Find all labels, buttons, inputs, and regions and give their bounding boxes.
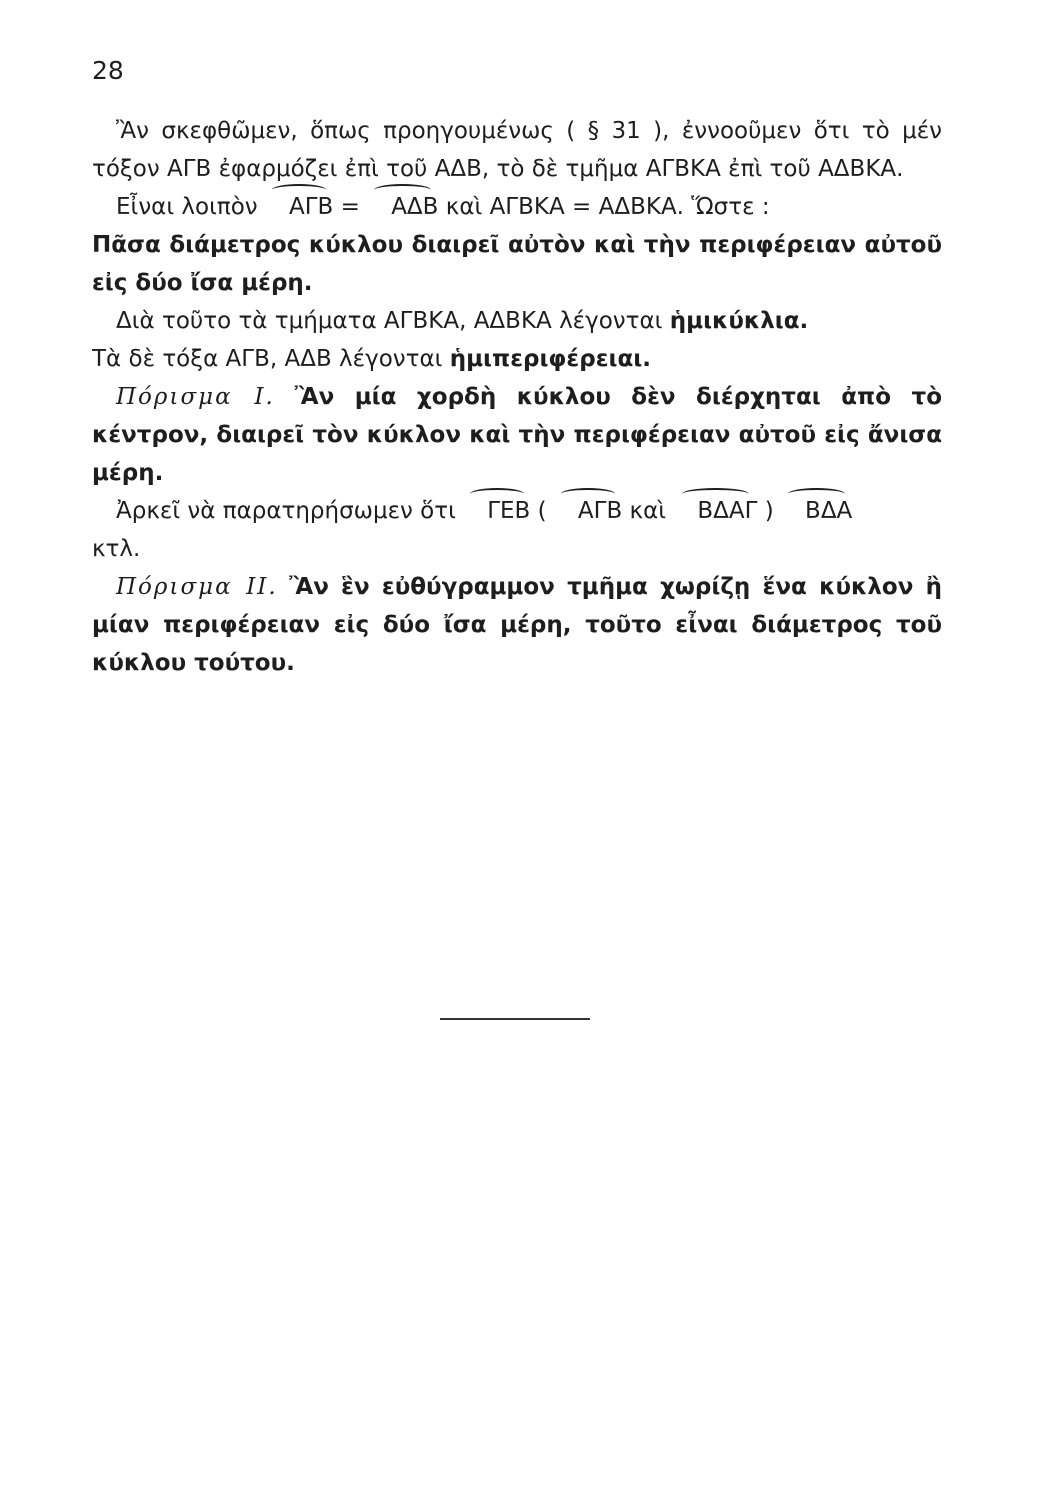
- corollary-1-text: Ἂν μία χορδὴ κύκλου δὲν διέρχηται ἀπὸ τὸ κέντρον, διαιρεῖ τὸν κύκλον καὶ τὴν περιφέρειαν αὐτοῦ εἰς ἄνισα μέρη.: [92, 384, 943, 486]
- semiperimeters-lead: Τὰ δὲ τόξα ΑΓΒ, ΑΔΒ λέγονται: [92, 346, 443, 372]
- corollary-1-label: Πόρισμα Ι.: [116, 384, 275, 410]
- arc-comparison-lead: Ἀρκεῖ νὰ παρατηρήσωμεν ὅτι: [116, 498, 456, 524]
- paragraph-arc-comparison: [92, 492, 942, 568]
- paragraph-equalities: [92, 188, 942, 226]
- semicircles-lead: Διὰ τοῦτο τὰ τμήματα ΑΓΒΚΑ, ΑΔΒΚΑ λέγονται: [116, 308, 663, 334]
- paragraph-semicircles: [92, 302, 942, 340]
- arc-agb: ΑΓΒ: [265, 188, 333, 226]
- sep-close: ): [757, 498, 782, 524]
- theorem-statement: Πᾶσα διάμετρος κύκλου διαιρεῖ αὐτὸν καὶ τὴν περιφέρειαν αὐτοῦ εἰς δύο ἴσα μέρη.: [92, 232, 942, 296]
- arc-agb-2: ΑΓΒ: [554, 492, 622, 530]
- arc-bdag: ΒΔΑΓ: [673, 492, 757, 530]
- body-text: [92, 112, 942, 682]
- corollary-2-label: Πόρισμα ΙΙ.: [116, 574, 278, 600]
- term-semiperimeters: ἡμιπεριφέρειαι.: [449, 346, 651, 372]
- term-semicircles: ἡμικύκλια.: [669, 308, 809, 334]
- sep-kai: καὶ: [622, 498, 674, 524]
- paragraph-overlay: Ἂν σκεφθῶμεν, ὅπως προηγουμένως ( § 31 ), ἐννοοῦμεν ὅτι τὸ μέν τόξον ΑΓΒ ἐφαρμόζει ἐπὶ τοῦ ΑΔΒ, τὸ δὲ τμῆμα ΑΓΒΚΑ ἐπὶ τοῦ ΑΔΒΚΑ.: [92, 118, 942, 182]
- sep-open: (: [530, 498, 554, 524]
- corollary-1: [92, 378, 942, 492]
- corollary-2-text: Ἂν ἓν εὐθύγραμμον τμῆμα χωρίζῃ ἕνα κύκλον ἢ μίαν περιφέρειαν εἰς δύο ἴσα μέρη, τοῦτο εἶναι διάμετρος τοῦ κύκλου τούτου.: [92, 574, 943, 676]
- equals-sign: =: [333, 194, 368, 220]
- paragraph-semiperimeters: [92, 340, 942, 378]
- arc-geb: ΓΕΒ: [463, 492, 530, 530]
- section-divider: [440, 1018, 590, 1020]
- etc-text: κτλ.: [92, 536, 141, 562]
- equalities-rest: καὶ ΑΓΒΚΑ = ΑΔΒΚΑ. Ὥστε :: [438, 194, 770, 220]
- equalities-lead: Εἶναι λοιπὸν: [116, 194, 258, 220]
- page-number: 28: [92, 56, 124, 85]
- corollary-2: [92, 568, 942, 682]
- arc-adb: ΑΔΒ: [367, 188, 438, 226]
- arc-bda: ΒΔΑ: [781, 492, 852, 530]
